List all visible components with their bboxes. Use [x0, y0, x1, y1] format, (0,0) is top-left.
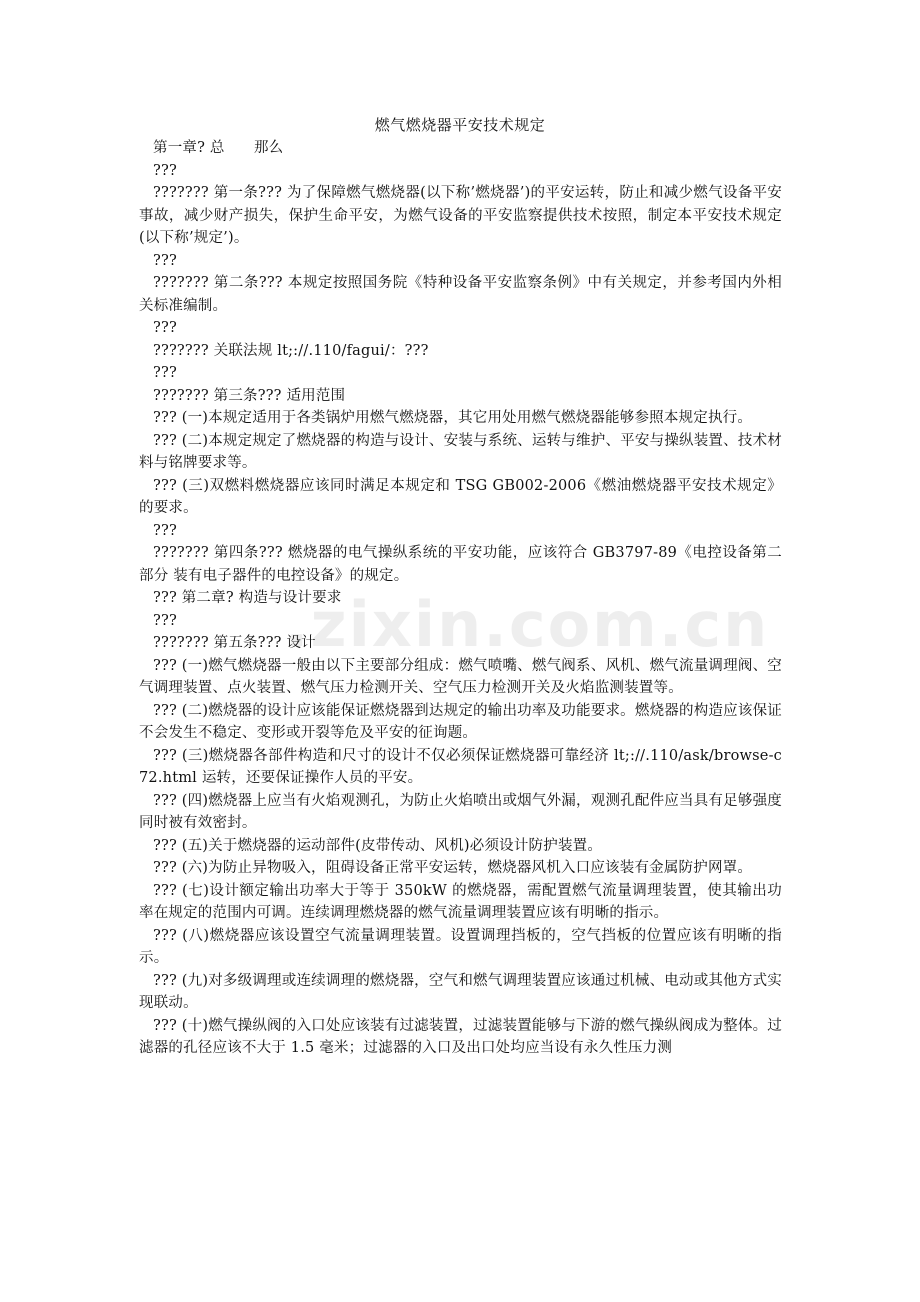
watermark-logo: .zixin.com.cn — [285, 588, 770, 661]
paragraph: ??? — [153, 365, 177, 381]
paragraph: ??? (二)本规定规定了燃烧器的构造与设计、安装与系统、运转与维护、平安与操纵装置、技术材料与铭牌要求等。 — [139, 432, 782, 471]
paragraph: ??? (三)燃烧器各部件构造和尺寸的设计不仅必须保证燃烧器可靠经济 lt;://.110/ask/browse-c72.html 运转，还要保证操作人员的平安。 — [139, 747, 782, 786]
paragraph: ??? (九)对多级调理或连续调理的燃烧器，空气和燃气调理装置应该通过机械、电动或其他方式实现联动。 — [139, 972, 782, 1011]
paragraph: ??? — [153, 162, 177, 179]
paragraph: ??? (三)双燃料燃烧器应该同时满足本规定和 TSG GB002-2006《燃油燃烧器平安技术规定》的要求。 — [139, 477, 782, 516]
paragraph: ??????? 第二条??? 本规定按照国务院《特种设备平安监察条例》中有关规定，并参考国内外相关标准编制。 — [139, 275, 782, 314]
document-title: 燃气燃烧器平安技术规定 — [374, 116, 546, 134]
paragraph: ??? (二)燃烧器的设计应该能保证燃烧器到达规定的输出功率及功能要求。燃烧器的构造应该保证不会发生不稳定、变形或开裂等危及平安的征询题。 — [139, 702, 782, 741]
paragraph: ??? (六)为防止异物吸入，阻碍设备正常平安运转，燃烧器风机入口应该装有金属防护网罩。 — [153, 860, 753, 876]
paragraph: ??? (一)燃气燃烧器一般由以下主要部分组成：燃气喷嘴、燃气阀系、风机、燃气流量调理阀、空气调理装置、点火装置、燃气压力检测开关、空气压力检测开关及火焰监测装置等。 — [139, 657, 782, 696]
paragraph: ??????? 第五条??? 设计 — [153, 635, 316, 651]
paragraph: ??? (七)设计额定输出功率大于等于 350kW 的燃烧器，需配置燃气流量调理装置，使其输出功率在规定的范围内可调。连续调理燃烧器的燃气流量调理装置应该有明晰的指示。 — [139, 882, 782, 921]
document-body — [139, 137, 782, 1060]
paragraph: ??????? 第四条??? 燃烧器的电气操纵系统的平安功能，应该符合 GB3797-89《电控设备第二部分 装有电子器件的电控设备》的规定。 — [139, 545, 782, 584]
paragraph: ??? (十)燃气操纵阀的入口处应该装有过滤装置，过滤装置能够与下游的燃气操纵阀成为整体。过滤器的孔径应该不大于 1.5 毫米；过滤器的入口及出口处均应当设有永久性压力测 — [139, 1017, 782, 1056]
paragraph: ??????? 关联法规 lt;://.110/fagui/：??? — [153, 342, 429, 359]
paragraph: ??? — [153, 252, 177, 269]
paragraph: ??????? 第三条??? 适用范围 — [153, 387, 346, 404]
paragraph: ??? (五)关于燃烧器的运动部件(皮带传动、风机)必须设计防护装置。 — [153, 837, 603, 854]
paragraph: ??? (一)本规定适用于各类锅炉用燃气燃烧器，其它用处用燃气燃烧器能够参照本规定执行。 — [153, 410, 753, 426]
paragraph: ??? (八)燃烧器应该设置空气流量调理装置。设置调理挡板的，空气挡板的位置应该有明晰的指示。 — [139, 927, 782, 966]
paragraph: ??????? 第一条??? 为了保障燃气燃烧器(以下称’燃烧器’)的平安运转，防止和减少燃气设备平安事故，减少财产损失，保护生命平安，为燃气设备的平安监察提供技术按照，制定本平安技术规定(以下称’规定’)。 — [139, 185, 782, 246]
paragraph: ??? — [153, 320, 177, 336]
paragraph: ??? — [153, 522, 177, 539]
paragraph: ??? — [153, 612, 177, 629]
paragraph: 第一章? 总 那么 — [153, 140, 284, 156]
paragraph: ??? 第二章? 构造与设计要求 — [153, 590, 342, 606]
paragraph: ??? (四)燃烧器上应当有火焰观测孔，为防止火焰喷出或烟气外漏，观测孔配件应当具有足够强度同时被有效密封。 — [139, 792, 782, 831]
